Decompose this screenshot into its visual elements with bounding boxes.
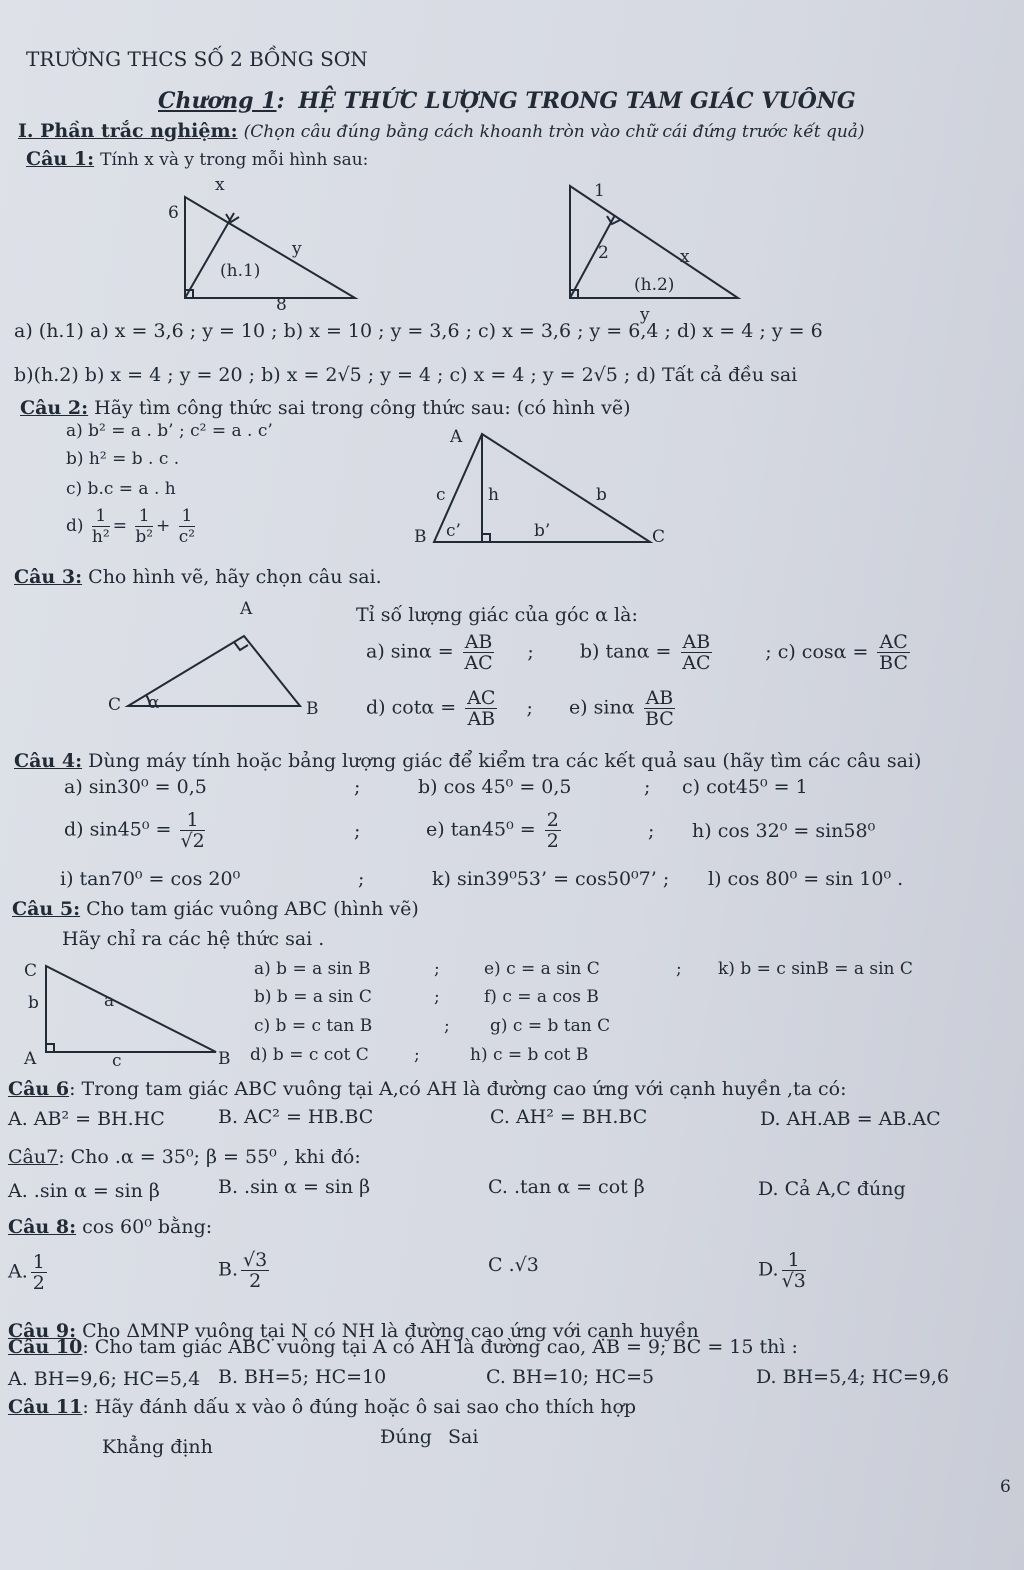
q6-option-A: A. AB² = BH.HC: [8, 1108, 165, 1130]
q10-option-A: A. BH=9,6; HC=5,4: [8, 1368, 201, 1390]
h1-triangle: [185, 197, 355, 298]
q5-option-d: d) b = c cot C: [250, 1045, 369, 1065]
q10-option-B: B. BH=5; HC=10: [218, 1366, 387, 1388]
q11-col-true: Đúng: [380, 1426, 432, 1448]
q5-label-c: c: [112, 1051, 122, 1071]
q10-option-D: D. BH=5,4; HC=9,6: [756, 1366, 949, 1388]
q5-option-c: c) b = c tan B: [254, 1016, 373, 1036]
q8-option-A: A. $\frac{1}{2}$: [8, 1251, 45, 1294]
q5-label-A: A: [24, 1049, 37, 1069]
q5-label-b: b: [28, 993, 39, 1013]
q7-label: Câu7: [8, 1146, 59, 1168]
q2-option-a: a) b² = a . b’ ; c² = a . c’: [66, 421, 273, 441]
section1-instruction: (Chọn câu đúng bằng cách khoanh tròn vào chữ cái đứng trước kết quả): [243, 122, 865, 142]
q8-option-C: C .√3: [488, 1254, 539, 1276]
chapter-title: HỆ THỨC LƯỢNG TRONG TAM GIÁC VUÔNG: [298, 88, 856, 114]
q8-B-frac: $\frac{√3}{2}$: [243, 1249, 268, 1292]
q8-A-frac: $\frac{1}{2}$: [32, 1251, 45, 1294]
q5-option-b: b) b = a sin C: [254, 987, 372, 1007]
q3-label-B: B: [306, 699, 319, 719]
q3-e-pre: e) sinα: [568, 696, 635, 719]
q3-b-pre: b) tanα =: [579, 640, 672, 663]
h1-label-8: 8: [276, 295, 287, 315]
h2-label-h: (h.2): [634, 275, 675, 295]
q10-text: : Cho tam giác ABC vuông tại A có AH là đường cao, AB = 9; BC = 15 thì :: [82, 1336, 798, 1358]
q4-text: Dùng máy tính hoặc bảng lượng giác để kiểm tra các kết quả sau (hãy tìm các câu sai): [88, 750, 922, 772]
q5-option-e: e) c = a sin C: [484, 959, 600, 979]
q3-e-frac: $\frac{AB}{BC}$: [644, 687, 674, 730]
q2-label-B: B: [414, 527, 427, 547]
q5-sep-2: ;: [676, 959, 682, 979]
q8-label: Câu 8:: [8, 1216, 77, 1238]
q4-option-i: i) tan70⁰ = cos 20⁰: [60, 868, 241, 890]
q2-option-b: b) h² = b . c .: [66, 449, 180, 469]
q5-sep-3: ;: [434, 987, 440, 1007]
h2-label-y: y: [640, 305, 650, 325]
q4-option-d: d) sin45⁰ = $\frac{1}{√2}$: [64, 809, 205, 852]
q2-label: Câu 2:: [20, 397, 89, 419]
q4-sep-4: ;: [648, 820, 655, 842]
q3-d-frac: $\frac{AC}{AB}$: [467, 687, 496, 730]
section1-heading: [18, 120, 865, 143]
q1-label: Câu 1:: [26, 148, 95, 170]
q2-frac-1: $\frac{1}{\text{h²}}$: [91, 506, 110, 547]
q2-label-c: c: [436, 485, 446, 505]
q2-label-C: C: [652, 527, 666, 547]
q4-option-b: b) cos 45⁰ = 0,5: [418, 776, 572, 798]
q2-option-d-label: d): [66, 516, 84, 536]
q8-text: cos 60⁰ bằng:: [82, 1216, 213, 1238]
q5-option-g: g) c = b tan C: [490, 1016, 611, 1036]
q5-label-C: C: [24, 961, 38, 981]
q2-option-c: c) b.c = a . h: [66, 479, 176, 499]
q7-option-D: D. Cả A,C đúng: [758, 1178, 906, 1200]
q6-option-D: D. AH.AB = AB.AC: [760, 1108, 941, 1130]
q3-a-frac: $\frac{AB}{AC}$: [464, 631, 493, 674]
q1-figure-h1: [160, 170, 370, 315]
q2-figure: [410, 424, 680, 554]
q4-option-e: e) tan45⁰ = $\frac{2}{2}$: [426, 809, 559, 852]
school-name: TRƯỜNG THCS SỐ 2 BỒNG SƠN: [26, 47, 368, 71]
q7-text: : Cho .α = 35⁰; β = 55⁰ , khi đó:: [58, 1146, 361, 1168]
q4-option-l: l) cos 80⁰ = sin 10⁰ .: [708, 868, 904, 890]
h2-label-2: 2: [598, 243, 609, 263]
q7-option-C: C. .tan α = cot β: [488, 1176, 645, 1198]
q7-option-B: B. .sin α = sin β: [218, 1176, 371, 1198]
q3-right-angle-mark: [234, 642, 248, 650]
q2-prompt: [20, 397, 631, 419]
q5-sep-5: ;: [414, 1045, 420, 1065]
q4-label: Câu 4:: [14, 750, 83, 772]
q4-sep-2: ;: [644, 776, 651, 798]
q5-figure: [20, 952, 245, 1072]
q2-frac-3: $\frac{1}{\text{c²}}$: [178, 506, 196, 547]
q9-label: Câu 9:: [8, 1320, 77, 1342]
q6-option-C: C. AH² = BH.BC: [490, 1106, 648, 1128]
h1-label-y: y: [292, 239, 302, 259]
q9-text: Cho ΔMNP vuông tại N có NH là đường cao ứng với cạnh huyền: [82, 1320, 699, 1342]
q7-prompt: [8, 1146, 361, 1168]
q4-sep-3: ;: [354, 820, 361, 842]
q11-col-false: Sai: [448, 1426, 479, 1448]
q2-label-cprime: c’: [446, 521, 461, 541]
q2-text: Hãy tìm công thức sai trong công thức sau: (có hình vẽ): [94, 397, 631, 419]
q4-option-k: k) sin39⁰53’ = cos50⁰7’ ;: [432, 868, 670, 890]
chapter-label: Chương 1: [158, 88, 277, 114]
q10-prompt: [8, 1336, 798, 1358]
chapter-heading: Chương 1: HỆ THỨC LƯỢNG TRONG TAM GIÁC VUÔNG: [158, 88, 856, 114]
q3-label-A: A: [240, 599, 253, 619]
q3-c-pre: ; c) cosα =: [765, 640, 869, 663]
q6-prompt: [8, 1078, 847, 1100]
q10-label: Câu 10: [8, 1336, 83, 1358]
q4-option-h: h) cos 32⁰ = sin58⁰: [692, 820, 876, 842]
q3-label-alpha: α: [148, 693, 160, 713]
q5-label: Câu 5:: [12, 898, 81, 920]
q3-b-frac: $\frac{AB}{AC}$: [682, 631, 711, 674]
q11-col-statement: Khẳng định: [102, 1436, 213, 1458]
q4-e-frac: $\frac{2}{2}$: [546, 809, 559, 852]
q6-label: Câu 6: [8, 1078, 70, 1100]
q3-prompt: [14, 566, 382, 588]
q5-sep-4: ;: [444, 1016, 450, 1036]
q3-d-pre: d) cotα =: [366, 696, 457, 719]
q8-prompt: [8, 1216, 212, 1238]
q7-option-A: A. .sin α = sin β: [8, 1180, 160, 1202]
q5-option-h: h) c = b cot B: [470, 1045, 589, 1065]
q4-prompt: [14, 750, 921, 772]
q1-prompt: [26, 148, 368, 171]
q2-label-h: h: [488, 485, 499, 505]
q2-label-bprime: b’: [534, 521, 551, 541]
page-number: 6: [1000, 1477, 1011, 1497]
q3-options-row2: d) cotα = $\frac{AC}{AB}$ ; e) sinα $\frac{AB}{BC}$: [366, 687, 674, 730]
q3-a-pre: a) sinα =: [366, 640, 454, 663]
q5-prompt: [12, 898, 419, 920]
h1-label-h: (h.1): [220, 261, 261, 281]
q3-label-C: C: [108, 695, 122, 715]
q6-option-B: B. AC² = HB.BC: [218, 1106, 374, 1128]
q5-label-a: a: [104, 991, 115, 1011]
q5-option-a: a) b = a sin B: [254, 959, 371, 979]
q5-sep-1: ;: [434, 959, 440, 979]
q11-text: : Hãy đánh dấu x vào ô đúng hoặc ô sai sao cho thích hợp: [82, 1396, 637, 1418]
q4-d-frac: $\frac{1}{√2}$: [180, 809, 205, 852]
q3-figure: [100, 596, 340, 726]
q5-option-f: f) c = a cos B: [484, 987, 599, 1007]
q4-option-c: c) cot45⁰ = 1: [682, 776, 808, 798]
q2-label-b: b: [596, 485, 607, 505]
q2-frac-2: $\frac{1}{\text{b²}}$: [135, 506, 154, 547]
q8-option-D: D. $\frac{1}{√3}$: [758, 1249, 806, 1292]
q5-right-angle-mark: [46, 1044, 54, 1052]
q1-figure-h2: [560, 178, 760, 328]
q11-label: Câu 11: [8, 1396, 83, 1418]
h1-label-6: 6: [168, 203, 179, 223]
q4-sep-5: ;: [358, 868, 365, 890]
q3-c-frac: $\frac{AC}{BC}$: [879, 631, 909, 674]
q3-label: Câu 3:: [14, 566, 83, 588]
q5-option-k: k) b = c sinB = a sin C: [718, 959, 913, 979]
q1-text: Tính x và y trong mỗi hình sau:: [100, 150, 369, 170]
q1-answers-h1: a) (h.1) a) x = 3,6 ; y = 10 ; b) x = 10 ; y = 3,6 ; c) x = 3,6 ; y = 6,4 ; d) x = 4 ; y = 6: [14, 320, 823, 342]
q10-option-C: C. BH=10; HC=5: [486, 1366, 655, 1388]
q3-text: Cho hình vẽ, hãy chọn câu sai.: [88, 566, 382, 588]
q3-options-row1: a) sinα = $\frac{AB}{AC}$ ; b) tanα = $\frac{AB}{AC}$ ; c) cosα = $\frac{AC}{BC}$: [366, 631, 909, 674]
q4-sep-1: ;: [354, 776, 361, 798]
q8-D-frac: $\frac{1}{√3}$: [781, 1249, 806, 1292]
q1-answers-h2: b)(h.2) b) x = 4 ; y = 20 ; b) x = 2√5 ; y = 4 ; c) x = 4 ; y = 2√5 ; d) Tất cả đều sai: [14, 364, 798, 386]
section1-title: I. Phần trắc nghiệm:: [18, 120, 238, 142]
q5-triangle: [46, 966, 216, 1052]
q11-prompt: [8, 1396, 636, 1418]
q2-right-angle-mark: [482, 534, 490, 542]
q4-option-a: a) sin30⁰ = 0,5: [64, 776, 207, 798]
h1-altitude: [185, 213, 234, 298]
q5-label-B: B: [218, 1049, 231, 1069]
h1-label-x: x: [215, 175, 225, 195]
q5-text: Cho tam giác vuông ABC (hình vẽ): [86, 898, 419, 920]
q6-text: : Trong tam giác ABC vuông tại A,có AH là đường cao ứng với cạnh huyền ,ta có:: [69, 1078, 847, 1100]
q5-subprompt: Hãy chỉ ra các hệ thức sai .: [62, 928, 325, 950]
q2-option-d: d) $\frac{1}{\text{h²}}$ = $\frac{1}{\text{b²}}$ + $\frac{1}{\text{c²}}$: [66, 506, 196, 547]
q3-intro: Tỉ số lượng giác của góc α là:: [356, 604, 638, 626]
h2-label-1: 1: [594, 181, 605, 201]
q2-label-A: A: [450, 427, 463, 447]
q8-option-B: B. $\frac{√3}{2}$: [218, 1249, 268, 1292]
h2-label-x: x: [680, 247, 690, 267]
